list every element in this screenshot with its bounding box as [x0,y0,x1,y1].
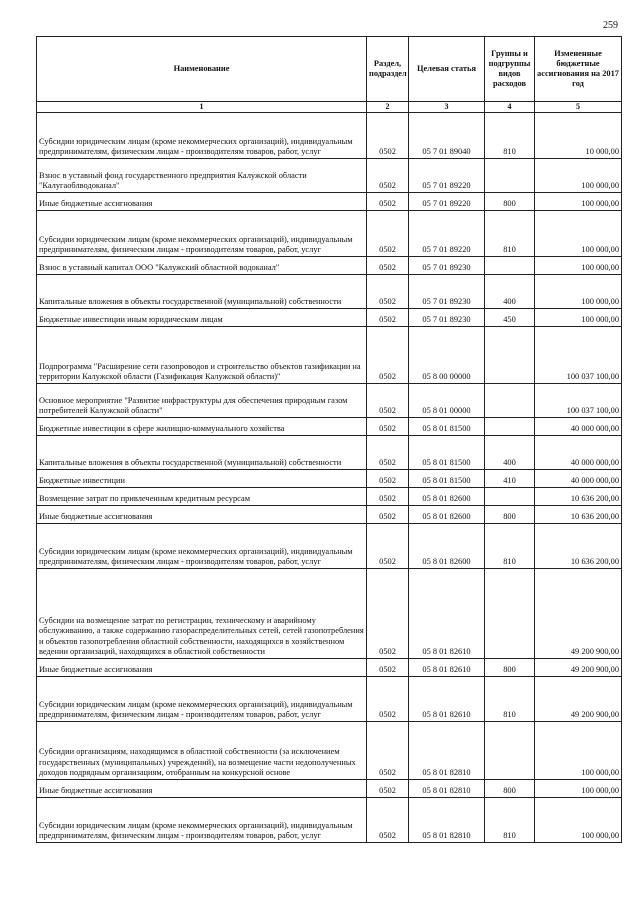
row-target-article: 05 7 01 89040 [409,113,485,159]
header-row [37,37,622,102]
row-expense-group: 810 [485,677,535,722]
row-amount: 100 000,00 [535,309,622,327]
row-section-code: 0502 [367,659,409,677]
row-amount: 10 636 200,00 [535,488,622,506]
row-expense-group: 400 [485,436,535,470]
row-name: Субсидии юридическим лицам (кроме некоммерческих организаций), индивидуальным предпринимателям, физическим лицам - производителям товаров, работ, услуг [37,798,367,843]
table-row [37,659,622,677]
row-section-code: 0502 [367,211,409,257]
row-amount: 100 000,00 [535,780,622,798]
row-section-code: 0502 [367,309,409,327]
header-amount: Измененные бюджетные ассигнования на 2017 год [535,37,622,102]
table-row [37,309,622,327]
page-number: 259 [603,20,618,31]
row-section-code: 0502 [367,257,409,275]
row-section-code: 0502 [367,159,409,193]
row-amount: 100 037 100,00 [535,384,622,418]
row-name: Субсидии юридическим лицам (кроме некоммерческих организаций), индивидуальным предпринимателям, физическим лицам - производителям товаров, работ, услуг [37,524,367,569]
row-expense-group [485,569,535,659]
table-row [37,524,622,569]
header-group: Группы и подгруппы видов расходов [485,37,535,102]
row-target-article: 05 8 01 82610 [409,569,485,659]
row-name: Субсидии организациям, находящимся в областной собственности (за исключением государственных (муниципальных) учреждений), на возмещение части недополученных доходов подрядным организациям, отобранным на конкурсной основе [37,722,367,780]
row-expense-group: 810 [485,211,535,257]
row-target-article: 05 7 01 89230 [409,275,485,309]
row-target-article: 05 8 01 82600 [409,524,485,569]
row-name: Иные бюджетные ассигнования [37,659,367,677]
table-row [37,436,622,470]
row-name: Иные бюджетные ассигнования [37,506,367,524]
row-expense-group [485,257,535,275]
row-amount: 40 000 000,00 [535,470,622,488]
row-target-article: 05 8 01 81500 [409,436,485,470]
table-row [37,327,622,384]
row-target-article: 05 8 01 82600 [409,506,485,524]
row-section-code: 0502 [367,677,409,722]
row-section-code: 0502 [367,506,409,524]
row-expense-group: 400 [485,275,535,309]
row-expense-group: 800 [485,506,535,524]
row-amount: 100 000,00 [535,193,622,211]
table-row [37,384,622,418]
row-name: Бюджетные инвестиции [37,470,367,488]
row-target-article: 05 8 01 82810 [409,780,485,798]
row-section-code: 0502 [367,113,409,159]
row-name: Иные бюджетные ассигнования [37,193,367,211]
row-amount: 49 200 900,00 [535,569,622,659]
table-row [37,159,622,193]
row-target-article: 05 7 01 89220 [409,211,485,257]
row-expense-group: 450 [485,309,535,327]
row-amount: 100 000,00 [535,257,622,275]
row-expense-group: 810 [485,798,535,843]
row-name: Возмещение затрат по привлеченным кредитным ресурсам [37,488,367,506]
row-section-code: 0502 [367,384,409,418]
row-amount: 100 000,00 [535,275,622,309]
row-name: Капитальные вложения в объекты государственной (муниципальной) собственности [37,436,367,470]
row-expense-group: 410 [485,470,535,488]
row-amount: 10 636 200,00 [535,506,622,524]
row-target-article: 05 7 01 89220 [409,159,485,193]
row-name: Основное мероприятие "Развитие инфраструктуры для обеспечения природным газом потребителей Калужской области" [37,384,367,418]
row-section-code: 0502 [367,722,409,780]
column-number: 3 [409,102,485,113]
column-number: 4 [485,102,535,113]
row-name: Субсидии юридическим лицам (кроме некоммерческих организаций), индивидуальным предпринимателям, физическим лицам - производителям товаров, работ, услуг [37,677,367,722]
row-target-article: 05 8 01 00000 [409,384,485,418]
row-expense-group: 810 [485,113,535,159]
column-number: 2 [367,102,409,113]
row-amount: 49 200 900,00 [535,677,622,722]
column-number: 5 [535,102,622,113]
row-target-article: 05 8 01 82810 [409,722,485,780]
table-row [37,488,622,506]
row-section-code: 0502 [367,275,409,309]
row-section-code: 0502 [367,327,409,384]
table-header [37,37,622,113]
row-amount: 40 000 000,00 [535,436,622,470]
row-name: Субсидии юридическим лицам (кроме некоммерческих организаций), индивидуальным предпринимателям, физическим лицам - производителям товаров, работ, услуг [37,113,367,159]
row-amount: 10 636 200,00 [535,524,622,569]
row-expense-group: 800 [485,193,535,211]
row-expense-group [485,327,535,384]
row-target-article: 05 7 01 89230 [409,257,485,275]
row-target-article: 05 8 00 00000 [409,327,485,384]
table-row [37,569,622,659]
row-target-article: 05 7 01 89230 [409,309,485,327]
row-target-article: 05 8 01 81500 [409,418,485,436]
row-target-article: 05 8 01 81500 [409,470,485,488]
header-target: Целевая статья [409,37,485,102]
table-row [37,780,622,798]
row-name: Субсидии юридическим лицам (кроме некоммерческих организаций), индивидуальным предпринимателям, физическим лицам - производителям товаров, работ, услуг [37,211,367,257]
header-section: Раздел, подраздел [367,37,409,102]
row-amount: 100 000,00 [535,722,622,780]
row-name: Взнос в уставный фонд государственного предприятия Калужской области "Калугаоблводоканал" [37,159,367,193]
column-number: 1 [37,102,367,113]
table-row [37,470,622,488]
row-section-code: 0502 [367,436,409,470]
table-row [37,418,622,436]
row-section-code: 0502 [367,470,409,488]
row-section-code: 0502 [367,780,409,798]
row-name: Субсидии на возмещение затрат по регистрации, техническому и аварийному обслуживанию, а также содержанию газораспределительных сетей, сетей газопотребления и объектов газопотребления областной собственности, находящихся в хозяйственном ведении организаций, находящихся в областной собственности [37,569,367,659]
row-section-code: 0502 [367,193,409,211]
table-row [37,722,622,780]
header-name: Наименование [37,37,367,102]
table-row [37,275,622,309]
table-row [37,677,622,722]
table-row [37,193,622,211]
table-body [37,113,622,843]
row-name: Бюджетные инвестиции в сфере жилищно-коммунального хозяйства [37,418,367,436]
row-target-article: 05 8 01 82810 [409,798,485,843]
row-section-code: 0502 [367,798,409,843]
row-expense-group: 810 [485,524,535,569]
table-row [37,798,622,843]
row-target-article: 05 8 01 82610 [409,677,485,722]
row-expense-group: 800 [485,659,535,677]
row-name: Капитальные вложения в объекты государственной (муниципальной) собственности [37,275,367,309]
row-amount: 100 000,00 [535,159,622,193]
row-target-article: 05 7 01 89220 [409,193,485,211]
table-row [37,113,622,159]
row-expense-group: 800 [485,780,535,798]
row-expense-group [485,418,535,436]
table-row [37,257,622,275]
row-amount: 100 000,00 [535,798,622,843]
row-amount: 10 000,00 [535,113,622,159]
row-section-code: 0502 [367,488,409,506]
row-name: Взнос в уставный капитал ООО "Калужский областной водоканал" [37,257,367,275]
row-amount: 100 037 100,00 [535,327,622,384]
row-target-article: 05 8 01 82600 [409,488,485,506]
table-row [37,211,622,257]
row-section-code: 0502 [367,418,409,436]
row-amount: 40 000 000,00 [535,418,622,436]
row-amount: 100 000,00 [535,211,622,257]
row-amount: 49 200 900,00 [535,659,622,677]
row-section-code: 0502 [367,569,409,659]
row-target-article: 05 8 01 82610 [409,659,485,677]
row-expense-group [485,159,535,193]
row-expense-group [485,722,535,780]
row-expense-group [485,384,535,418]
row-expense-group [485,488,535,506]
table-row [37,506,622,524]
row-section-code: 0502 [367,524,409,569]
row-name: Подпрограмма "Расширение сети газопроводов и строительство объектов газификации на территории Калужской области (Газификация Калужской области)" [37,327,367,384]
budget-table [36,36,622,843]
row-name: Иные бюджетные ассигнования [37,780,367,798]
row-name: Бюджетные инвестиции иным юридическим лицам [37,309,367,327]
column-number-row [37,102,622,113]
